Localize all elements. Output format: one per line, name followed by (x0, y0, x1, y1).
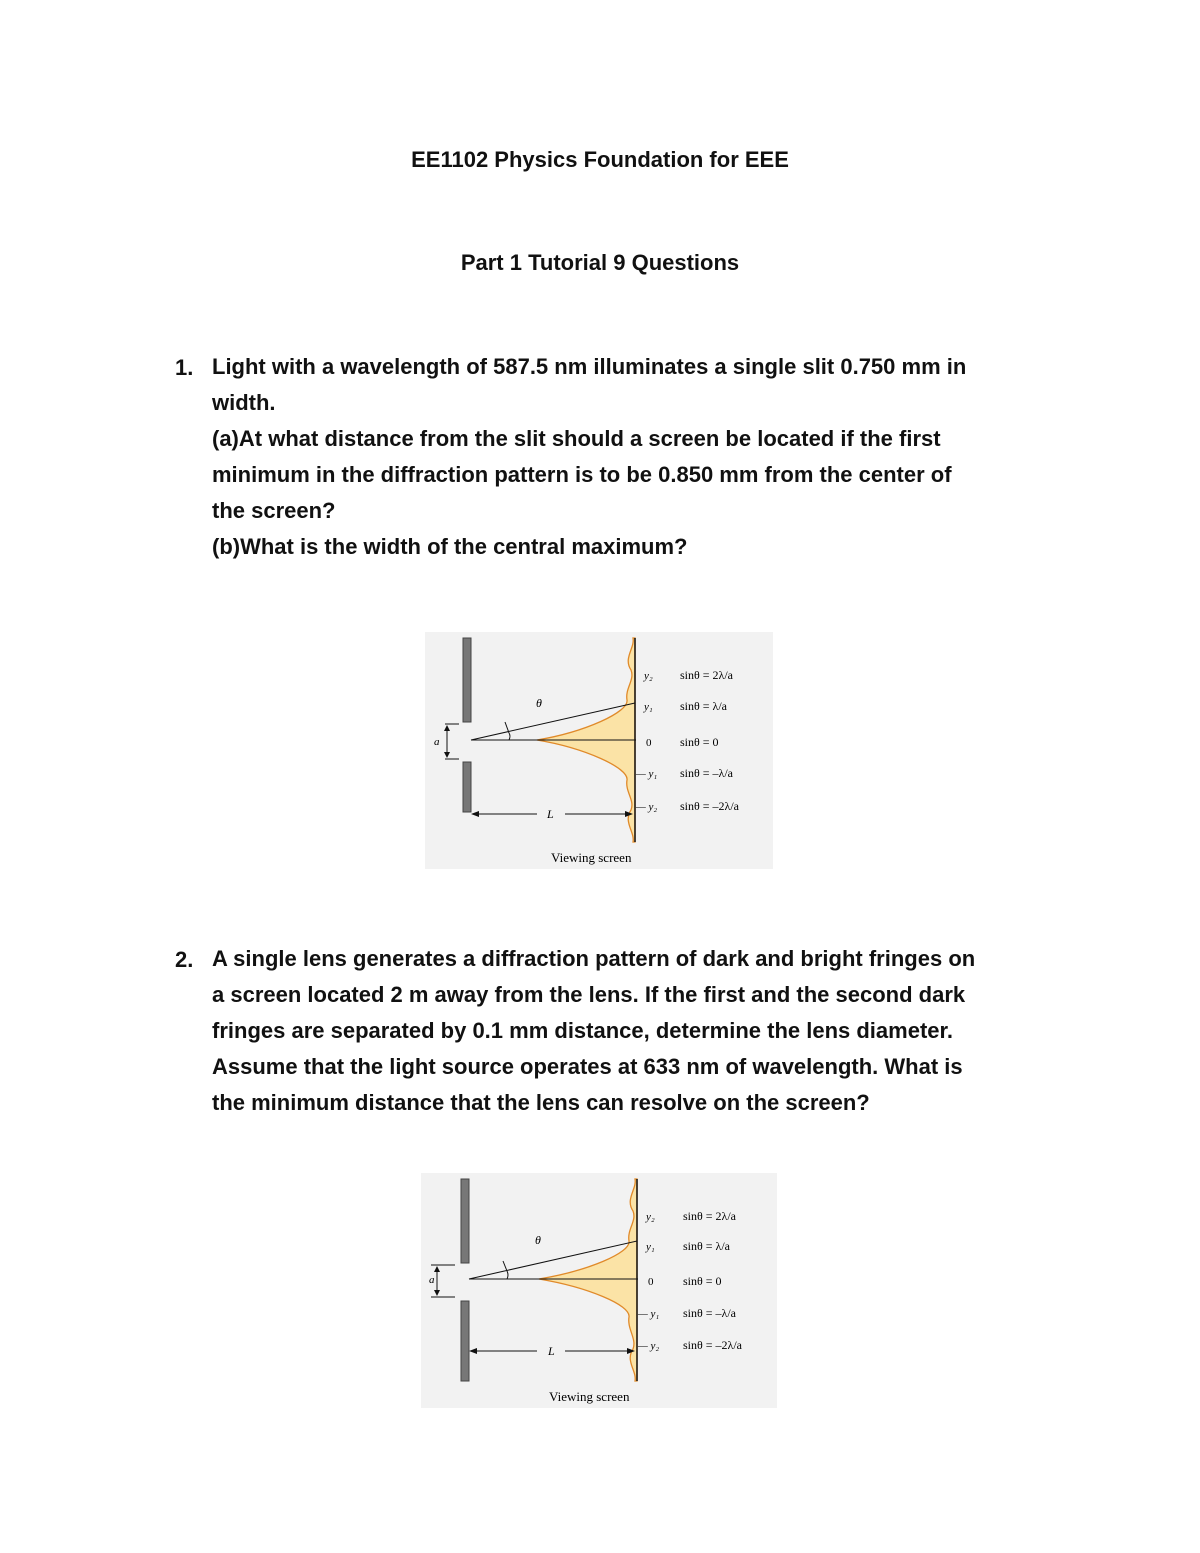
figure-caption: Viewing screen (551, 850, 632, 865)
question-1-text (212, 349, 1072, 565)
question-1-line: the screen? (212, 498, 336, 523)
slit-barrier-bottom (461, 1301, 469, 1381)
question-2-line: Assume that the light source operates at 633 nm of wavelength. What is (212, 1054, 963, 1079)
condition-label: sinθ = 0 (683, 1274, 722, 1288)
position-label: — y₂ (636, 801, 658, 813)
position-label: y₂ (644, 670, 653, 682)
diffraction-figure-2 (421, 1173, 777, 1408)
question-2-number: 2. (175, 947, 194, 972)
question-2-line: the minimum distance that the lens can resolve on the screen? (212, 1090, 870, 1115)
question-1-line: Light with a wavelength of 587.5 nm illuminates a single slit 0.750 mm in (212, 354, 967, 379)
question-2-line: fringes are separated by 0.1 mm distance, determine the lens diameter. (212, 1018, 953, 1043)
condition-label: sinθ = –2λ/a (683, 1338, 742, 1352)
distance-label: L (548, 1344, 555, 1358)
condition-label: sinθ = 2λ/a (680, 668, 733, 682)
question-1-number: 1. (175, 355, 194, 380)
position-label: y₂ (646, 1211, 655, 1223)
position-label: — y₁ (636, 768, 658, 780)
condition-label: sinθ = –2λ/a (680, 799, 739, 813)
diffraction-figure-1 (425, 632, 773, 869)
position-label: 0 (648, 1276, 654, 1288)
single-slit-diagram (421, 1173, 777, 1408)
theta-label: θ (536, 696, 542, 710)
question-1-line: (b)What is the width of the central maximum? (212, 534, 688, 559)
question-1-line: (a)At what distance from the slit should a screen be located if the first (212, 426, 941, 451)
question-2-text (212, 941, 1072, 1121)
slit-barrier-top (461, 1179, 469, 1263)
position-label: — y₁ (638, 1308, 660, 1320)
question-2-line: a screen located 2 m away from the lens. If the first and the second dark (212, 982, 966, 1007)
tutorial-subtitle: Part 1 Tutorial 9 Questions (460, 250, 740, 275)
condition-label: sinθ = –λ/a (683, 1306, 736, 1320)
figure-caption: Viewing screen (549, 1389, 630, 1404)
position-label: — y₂ (638, 1340, 660, 1352)
slit-width-label: a (429, 1274, 435, 1286)
condition-label: sinθ = 0 (680, 735, 719, 749)
position-label: y₁ (646, 1241, 655, 1253)
slit-barrier-bottom (463, 762, 471, 812)
slit-width-label: a (434, 736, 440, 748)
course-title: EE1102 Physics Foundation for EEE (411, 147, 789, 172)
question-2-line: A single lens generates a diffraction pattern of dark and bright fringes on (212, 946, 976, 971)
slit-barrier-top (463, 638, 471, 722)
question-1-line: width. (212, 390, 276, 415)
distance-label: L (547, 807, 554, 821)
condition-label: sinθ = λ/a (680, 699, 727, 713)
single-slit-diagram (425, 632, 773, 869)
condition-label: sinθ = –λ/a (680, 766, 733, 780)
question-1-line: minimum in the diffraction pattern is to be 0.850 mm from the center of (212, 462, 952, 487)
condition-label: sinθ = λ/a (683, 1239, 730, 1253)
position-label: y₁ (644, 701, 653, 713)
position-label: 0 (646, 737, 652, 749)
theta-label: θ (535, 1233, 541, 1247)
condition-label: sinθ = 2λ/a (683, 1209, 736, 1223)
